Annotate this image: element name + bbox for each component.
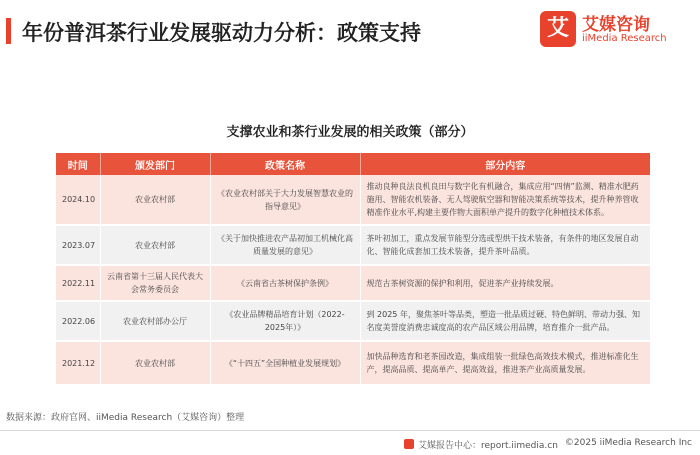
table-title: 支撑农业和茶行业发展的相关政策（部分） <box>226 125 474 140</box>
table-header-row <box>56 153 650 175</box>
column-header-policy-name: 政策名称 <box>210 153 360 175</box>
report-center-icon <box>404 439 414 449</box>
logo-name-en: iiMedia Research <box>582 33 667 44</box>
cell-time: 2022.11 <box>56 265 100 301</box>
table-row <box>56 301 650 341</box>
cell-content: 推动良种良法良机良田与数字化有机融合，集成应用“四情”监测、精准水肥药施用、智能农机装备、无人驾驶航空器和智能决策系统等技术，提升种养管收精准作业水平,构建主要作物大面积单产提升的数字化种植技术体系。 <box>360 175 650 225</box>
table-row <box>56 341 650 385</box>
cell-time: 2021.12 <box>56 341 100 385</box>
table-row <box>56 175 650 225</box>
footer-copyright: ©2025 iiMedia Research Inc <box>564 438 692 448</box>
logo-name-cn: 艾媒咨询 <box>582 15 650 35</box>
cell-policy-name: 《云南省古茶树保护条例》 <box>210 265 360 301</box>
cell-dept: 农业农村部 <box>100 341 210 385</box>
column-header-content: 部分内容 <box>360 153 650 175</box>
cell-dept: 农业农村部 <box>100 175 210 225</box>
cell-content: 茶叶初加工，重点发展节能型分选或型烘干技术装备，有条件的地区发展自动化、智能化成套加工技术装备，提升茶叶品质。 <box>360 225 650 265</box>
cell-dept: 云南省第十三届人民代表大会常务委员会 <box>100 265 210 301</box>
iimedia-logo <box>540 10 690 48</box>
cell-policy-name: 《“十四五”全国种植业发展规划》 <box>210 341 360 385</box>
data-source-note: 数据来源：政府官网、iiMedia Research（艾媒咨询）整理 <box>6 413 245 423</box>
footer-report-center-text: 艾媒报告中心：report.iimedia.cn <box>418 441 558 451</box>
cell-time: 2023.07 <box>56 225 100 265</box>
table-row <box>56 225 650 265</box>
title-accent-bar <box>6 18 11 44</box>
cell-content: 到 2025 年，聚焦茶叶等品类，塑造一批品质过硬、特色鲜明、带动力强、知名度美誉度消费忠诚度高的农产品区域公用品牌，培育推介一批产品。 <box>360 301 650 341</box>
cell-policy-name: 《关于加快推进农产品初加工机械化高质量发展的意见》 <box>210 225 360 265</box>
cell-policy-name: 《农业农村部关于大力发展智慧农业的指导意见》 <box>210 175 360 225</box>
page-title: 年份普洱茶行业发展驱动力分析：政策支持 <box>22 21 421 45</box>
logo-mark-icon: 艾 <box>540 11 576 47</box>
cell-content: 规范古茶树资源的保护和利用，促进茶产业持续发展。 <box>360 265 650 301</box>
cell-time: 2022.06 <box>56 301 100 341</box>
cell-time: 2024.10 <box>56 175 100 225</box>
table-row <box>56 265 650 301</box>
column-header-dept: 颁发部门 <box>100 153 210 175</box>
cell-content: 加快品种选育和老茶园改造，集成组装一批绿色高效技术模式，推进标准化生产，提高品质、提高单产、提高效益，推进茶产业高质量发展。 <box>360 341 650 385</box>
column-header-time: 时间 <box>56 153 100 175</box>
footer-report-center <box>404 438 558 451</box>
cell-dept: 农业农村部 <box>100 225 210 265</box>
cell-policy-name: 《农业品牌精品培育计划（2022-2025年）》 <box>210 301 360 341</box>
footer-divider <box>0 430 700 431</box>
cell-dept: 农业农村部办公厅 <box>100 301 210 341</box>
policy-table <box>56 153 651 386</box>
